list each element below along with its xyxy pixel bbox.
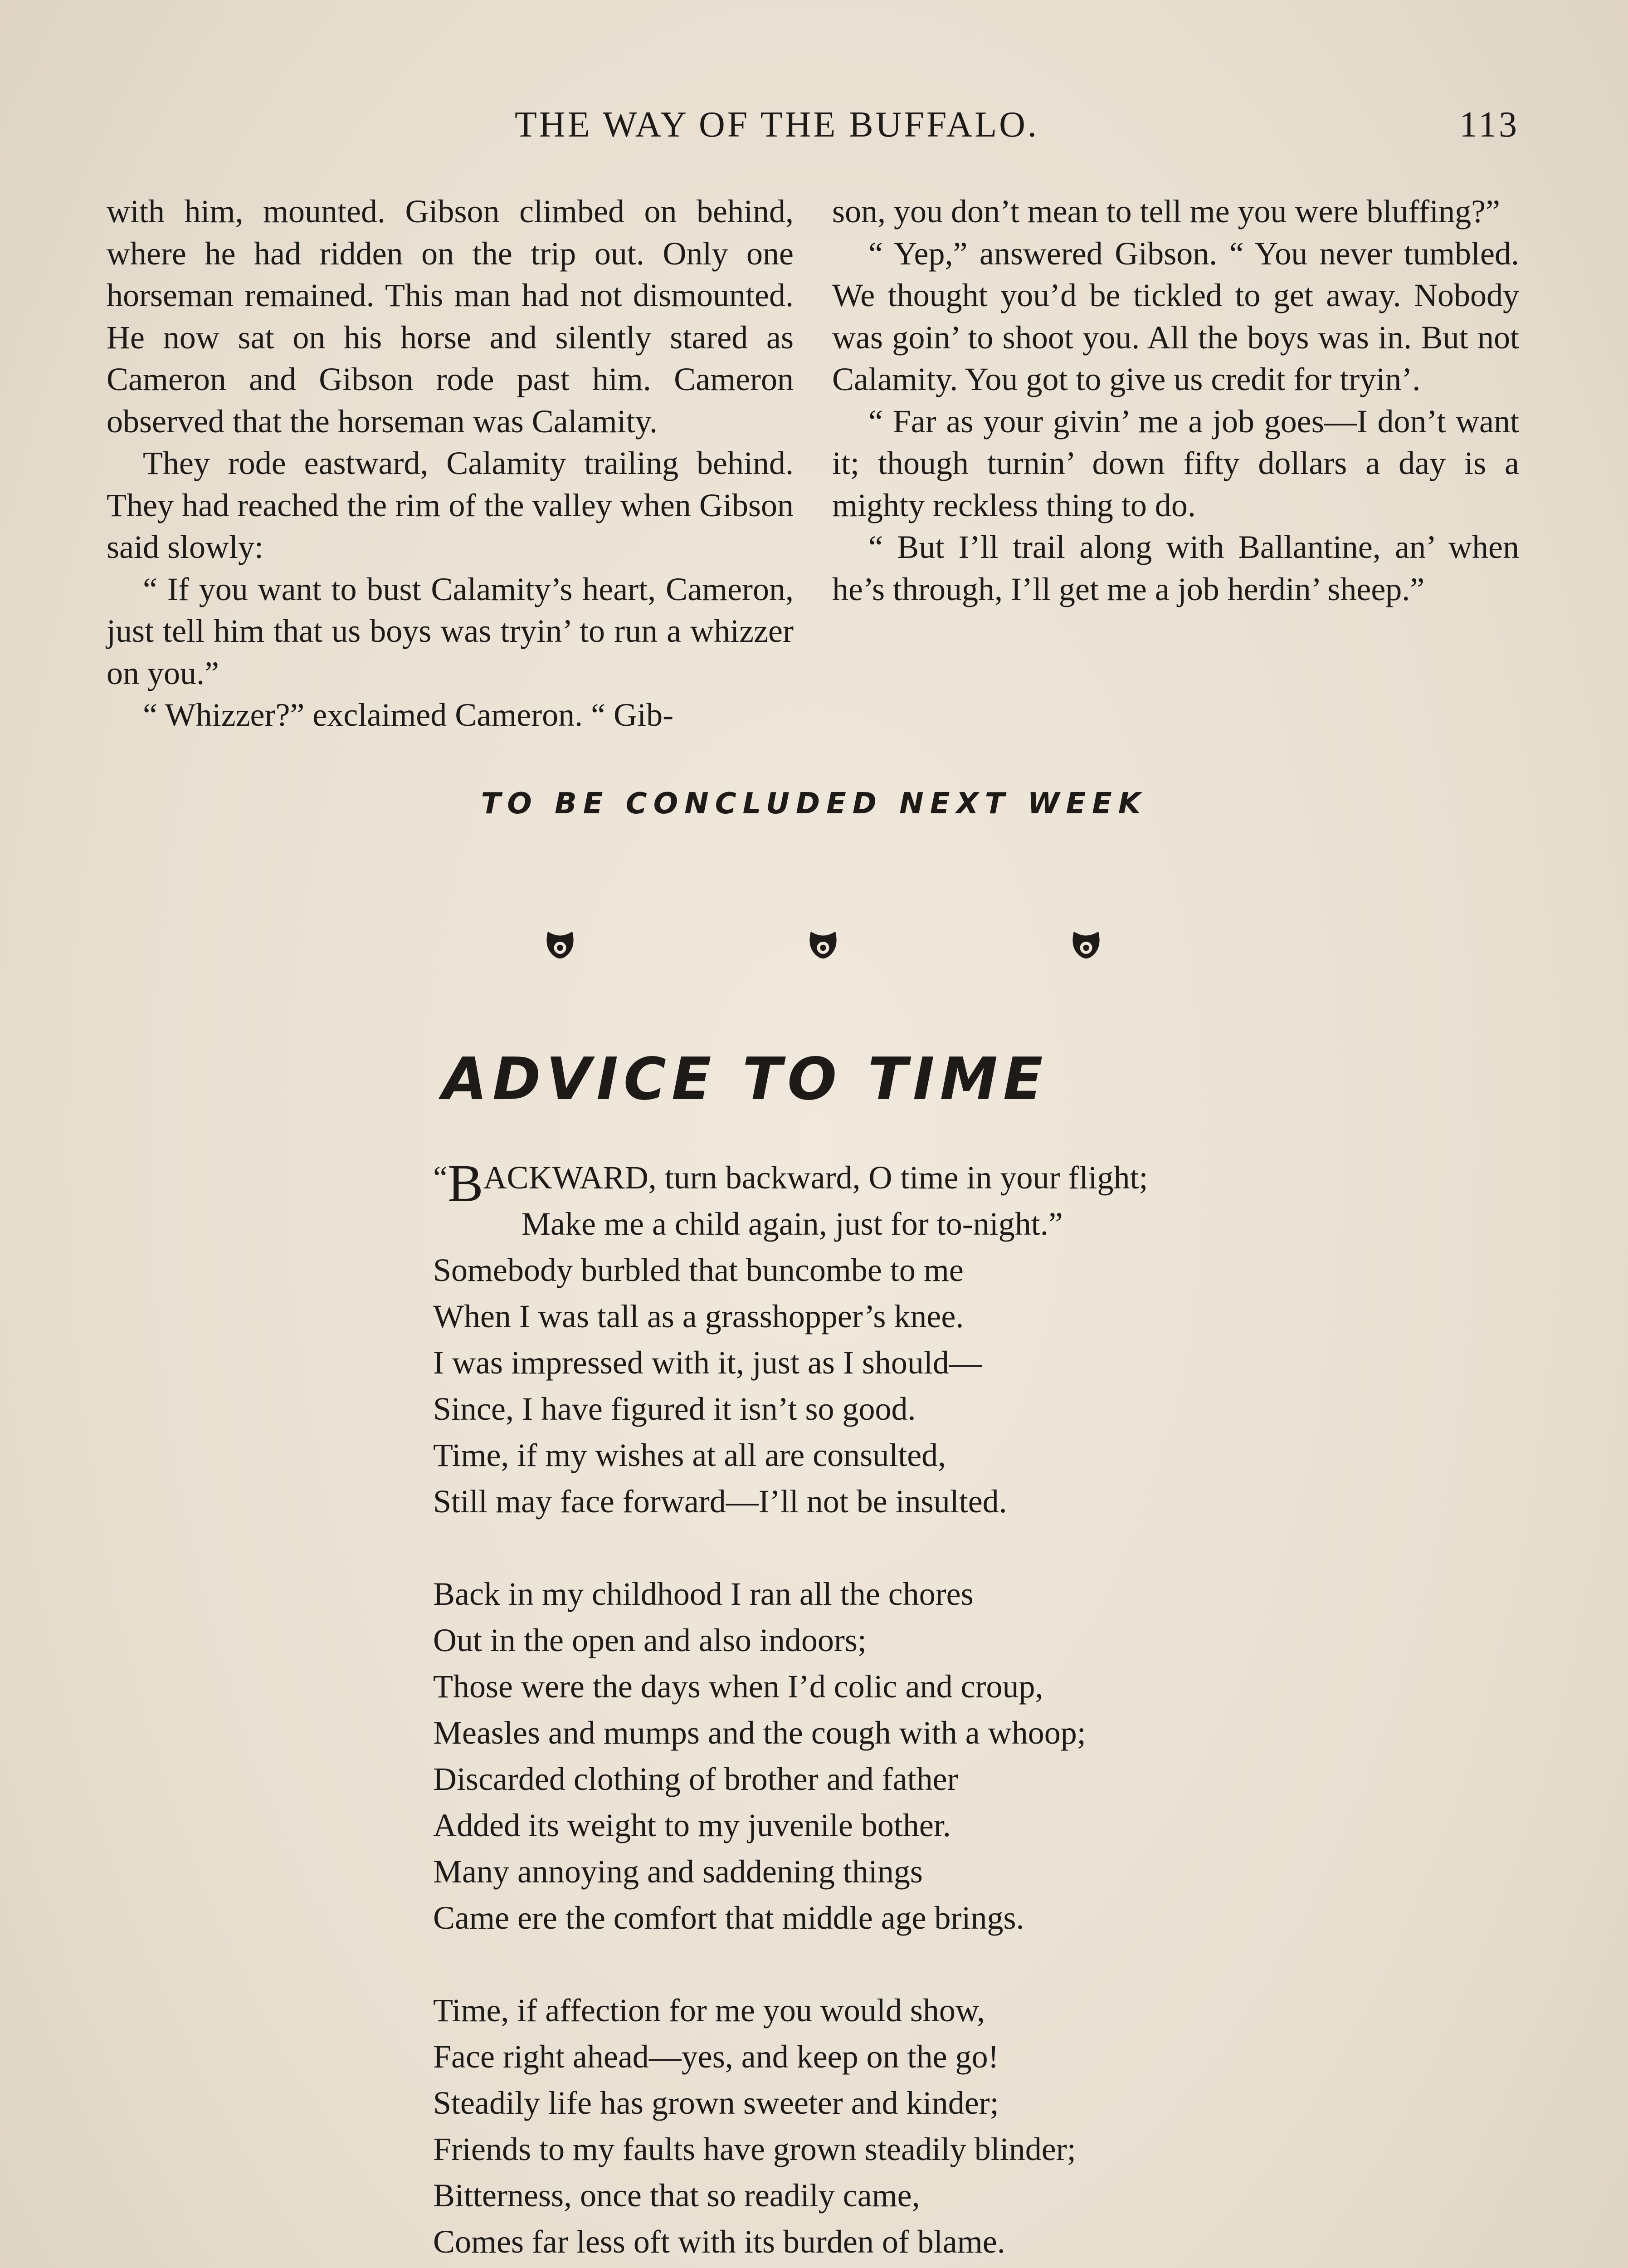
poem-line: Since, I have figured it isn’t so good. — [433, 1391, 916, 1427]
poem-line: Measles and mumps and the cough with a whoop; — [433, 1715, 1086, 1751]
page-number: 113 — [1459, 105, 1519, 145]
poem-line — [433, 2265, 1476, 2268]
story-paragraph: They rode eastward, Calamity trailing behind. They had reached the rim of the valley when Gibson said slowly: — [107, 445, 794, 565]
bell-ornament-icon — [1066, 925, 1106, 966]
poem-line: Back in my childhood I ran all the chores — [433, 1576, 974, 1612]
opening-quote: “ — [433, 1159, 448, 1196]
section-divider — [540, 923, 1106, 968]
stanza-break — [433, 1525, 1476, 1571]
poem-line: Those were the days when I’d colic and croup, — [433, 1668, 1043, 1705]
stanza-break — [433, 1941, 1476, 1987]
poem-line: Face right ahead—yes, and keep on the go! — [433, 2038, 999, 2075]
drop-cap: B — [447, 1154, 483, 1213]
poem-title: ADVICE TO TIME — [442, 1046, 1048, 1113]
poem-line: Out in the open and also indoors; — [433, 1622, 867, 1658]
poem-line: Still may face forward—I’ll not be insulted. — [433, 1483, 1007, 1520]
poem-line: Make me a child again, just for to-night.” — [522, 1206, 1063, 1242]
running-title: THE WAY OF THE BUFFALO. — [515, 105, 1039, 145]
story-paragraph: “ If you want to bust Calamity’s heart, Cameron, just tell him that us boys was tryin’ to run a whizzer on you.” — [107, 571, 794, 691]
poem-line: I was impressed with it, just as I should— — [433, 1344, 982, 1381]
story-paragraph: son, you don’t mean to tell me you were bluffing?” — [832, 193, 1501, 230]
story-paragraph: “ Whizzer?” exclaimed Cameron. “ Gib- — [143, 697, 674, 733]
poem-line: Friends to my faults have grown steadily blinder; — [433, 2131, 1076, 2167]
story-paragraph: “ But I’ll trail along with Ballantine, an’ when he’s through, I’ll get me a job herdin’ sheep.” — [832, 529, 1519, 607]
poem-line: Many annoying and saddening things — [433, 1853, 923, 1890]
poem-line: When I was tall as a grasshopper’s knee. — [433, 1298, 964, 1334]
poem-line: Comes far less oft with its burden of blame. — [433, 2224, 1005, 2260]
story-paragraph: “ Yep,” answered Gibson. “ You never tumbled. We thought you’d be tickled to get away. Nobody was goin’ to shoot you. All the boys was in. But not Calamity. You got to give us credit for tryin’. — [832, 235, 1519, 397]
poem-line: Bitterness, once that so readily came, — [433, 2177, 920, 2214]
poem-line: Added its weight to my juvenile bother. — [433, 1807, 951, 1843]
poem-body — [433, 1154, 1476, 2268]
poem-line: Time, if affection for me you would show, — [433, 1992, 985, 2028]
continued-notice: TO BE CONCLUDED NEXT WEEK — [481, 787, 1147, 821]
story-paragraph: “ Far as your givin’ me a job goes—I don’t want it; though turnin’ down fifty dollars a day is a mighty reckless thing to do. — [832, 403, 1519, 523]
story-paragraph: with him, mounted. Gibson climbed on behind, where he had ridden on the trip out. Only one horseman remained. This man had not dismounted. He now sat on his horse and silently stared as Cameron and Gibson rode past him. Cameron observed that the horseman was Calamity. — [107, 193, 794, 440]
bell-ornament-icon — [803, 925, 843, 966]
running-header — [104, 104, 1519, 159]
poem-first-line — [433, 1154, 1476, 1213]
poem-line: Somebody burbled that buncombe to me — [433, 1252, 964, 1288]
bell-ornament-icon — [540, 925, 580, 966]
story-column-right — [832, 191, 1519, 610]
poem-line: Steadily life has grown sweeter and kinder; — [433, 2085, 999, 2121]
poem-line: Time, if my wishes at all are consulted, — [433, 1437, 946, 1473]
poem-line: Came ere the comfort that middle age brings. — [433, 1900, 1024, 1936]
story-column-left — [107, 191, 794, 736]
poem-line: Discarded clothing of brother and father — [433, 1761, 958, 1797]
first-line-text: ACKWARD, turn backward, O time in your flight; — [483, 1159, 1148, 1196]
